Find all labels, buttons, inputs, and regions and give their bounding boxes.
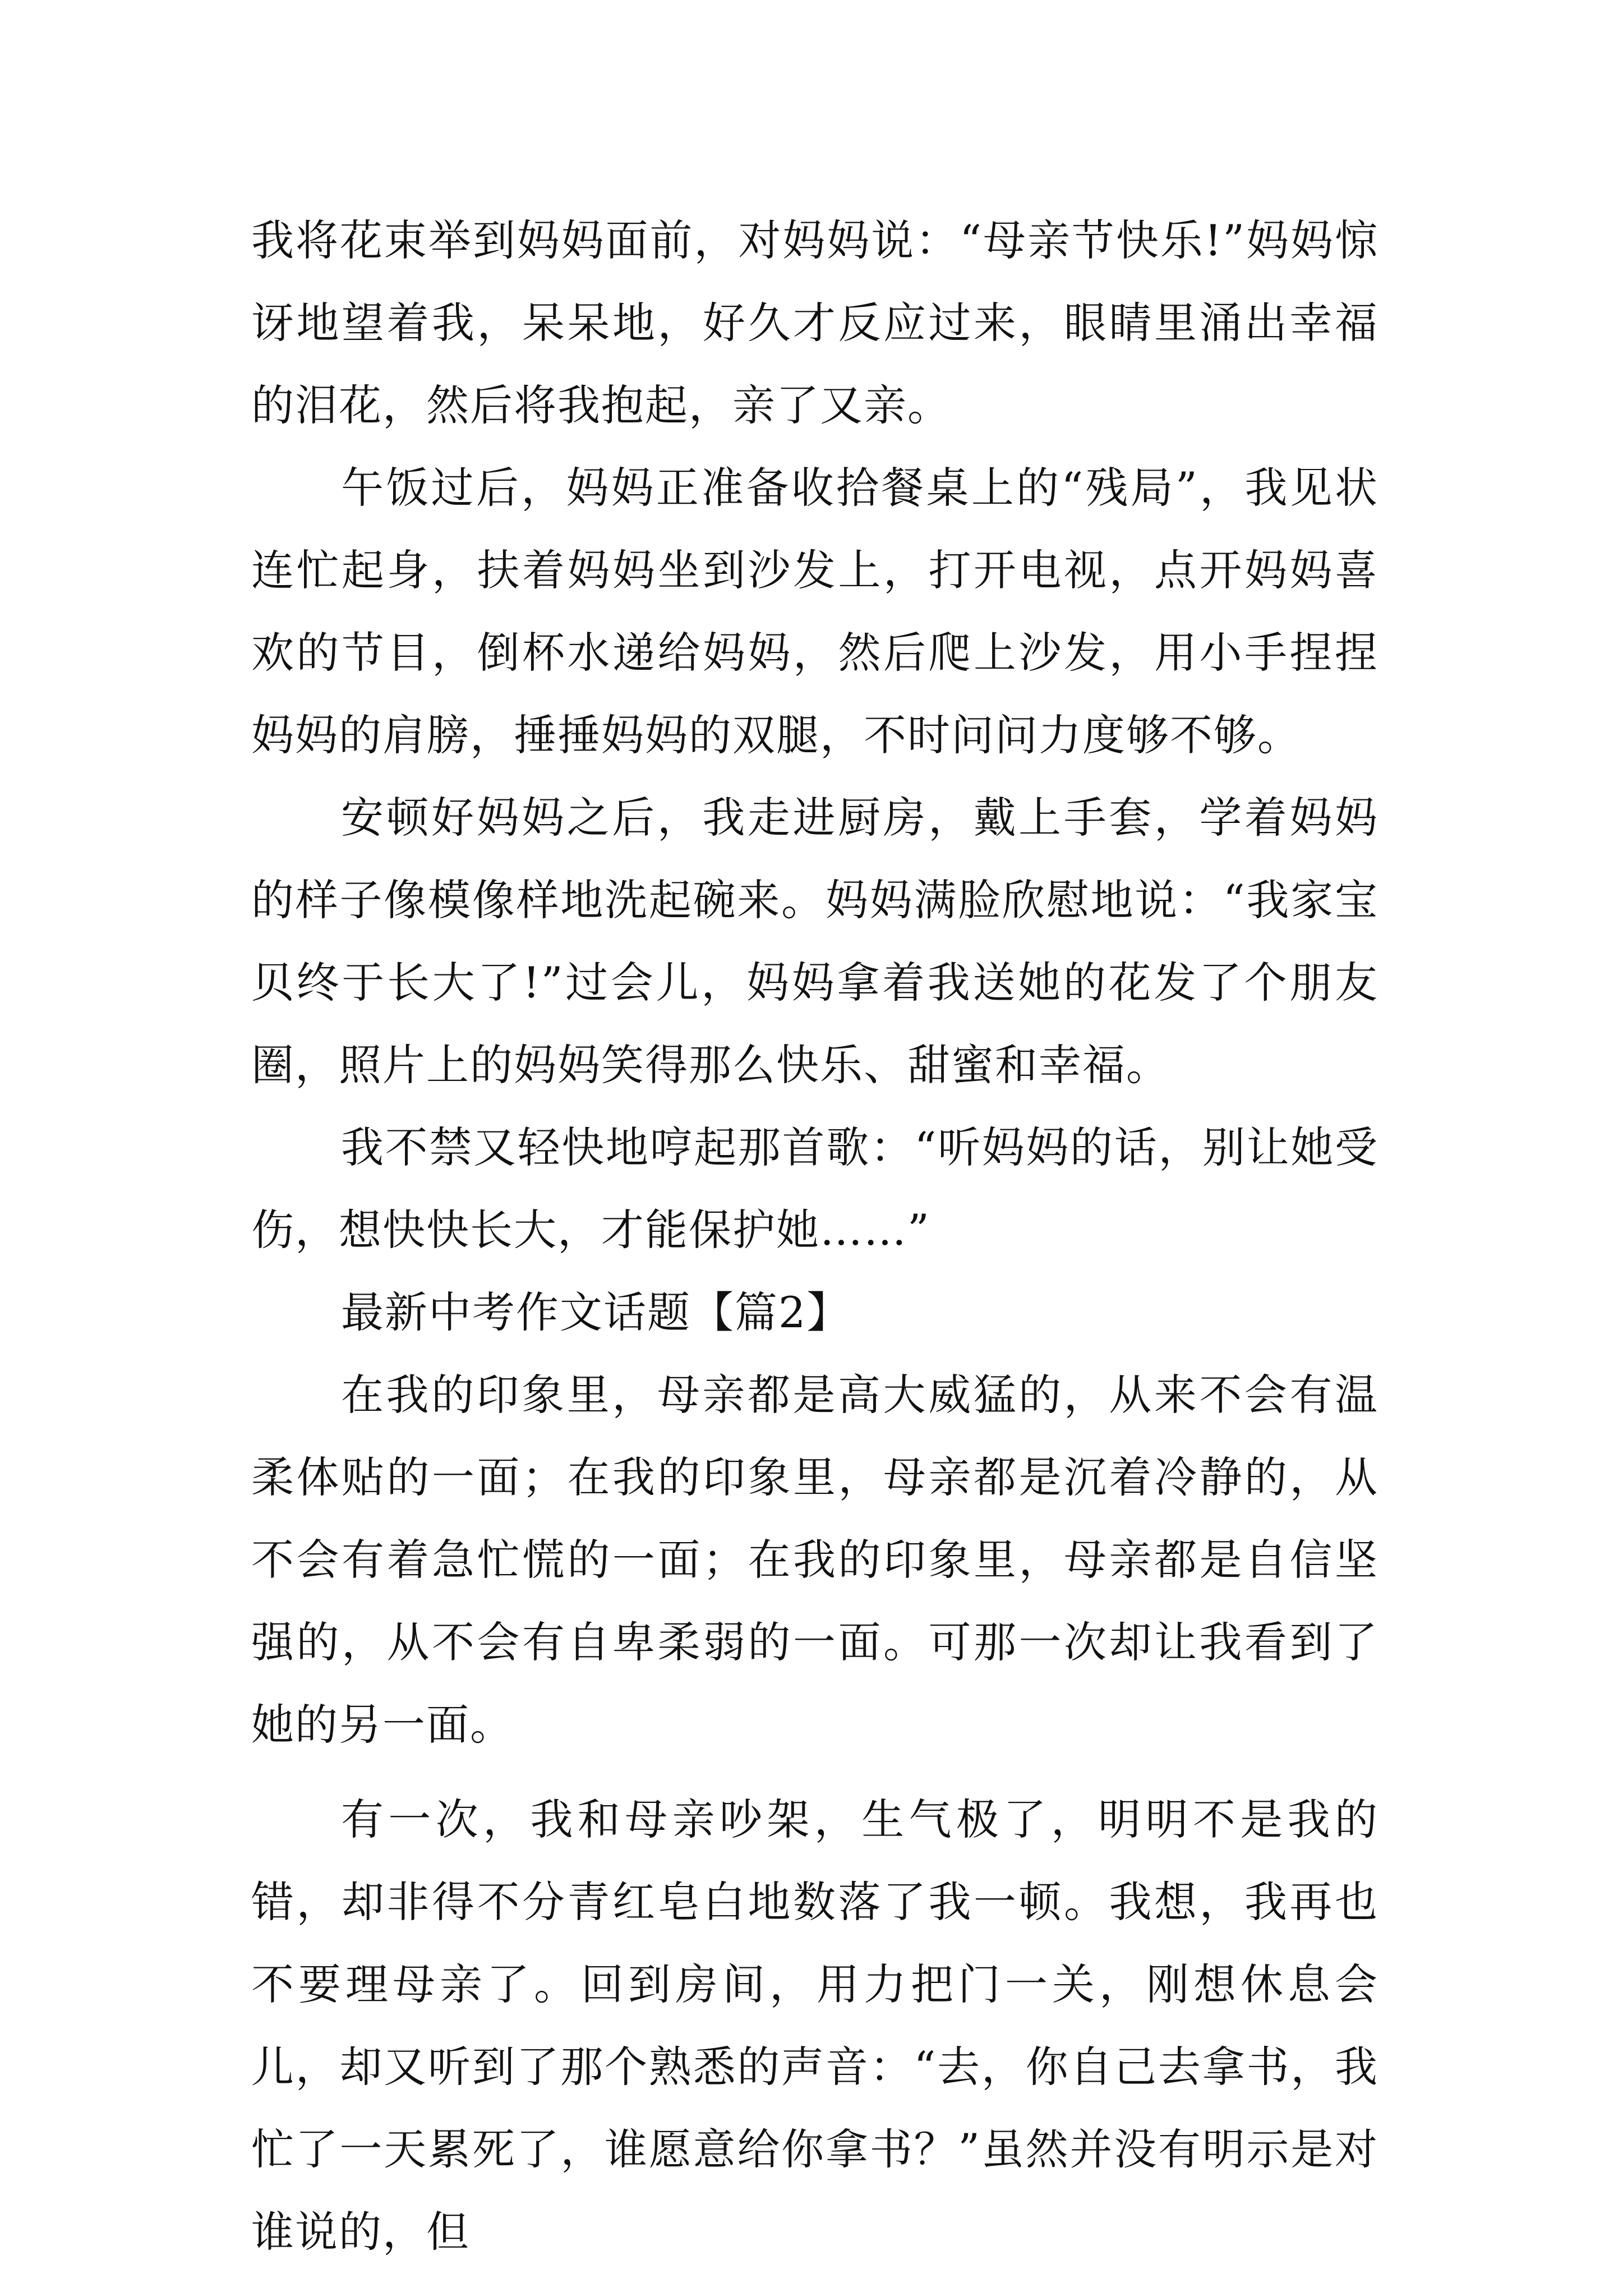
paragraph-4: 我不禁又轻快地哼起那首歌：“听妈妈的话，别让她受伤，想快快长大，才能保护她……” <box>251 1122 1378 1255</box>
paragraph-6: 有一次，我和母亲吵架，生气极了，明明不是我的错，却非得不分青红皂白地数落了我一顿。我想，我再也不要理母亲了。回到房间，用力把门一关，刚想休息会儿，却又听到了那个熟悉的声音：“去，你自己去拿书，我忙了一天累死了，谁愿意给你拿书？”虽然并没有明示是对谁说的，但 <box>251 1795 1378 2257</box>
paragraph-5: 在我的印象里，母亲都是高大威猛的，从来不会有温柔体贴的一面；在我的印象里，母亲都是沉着冷静的，从不会有着急忙慌的一面；在我的印象里，母亲都是自信坚强的，从不会有自卑柔弱的一面。可那一次却让我看到了她的另一面。 <box>251 1370 1378 1750</box>
paragraph-3: 安顿好妈妈之后，我走进厨房，戴上手套，学着妈妈的样子像模像样地洗起碗来。妈妈满脸欣慰地说：“我家宝贝终于长大了!”过会儿，妈妈拿着我送她的花发了个朋友圈，照片上的妈妈笑得那么快乐、甜蜜和幸福。 <box>251 793 1378 1090</box>
paragraph-1: 我将花束举到妈妈面前，对妈妈说：“母亲节快乐!”妈妈惊讶地望着我，呆呆地，好久才反应过来，眼睛里涌出幸福的泪花，然后将我抱起，亲了又亲。 <box>251 215 1378 430</box>
section-heading: 最新中考作文话题【篇2】 <box>341 1287 851 1337</box>
paragraph-2: 午饭过后，妈妈正准备收拾餐桌上的“残局”，我见状连忙起身，扶着妈妈坐到沙发上，打开电视，点开妈妈喜欢的节目，倒杯水递给妈妈，然后爬上沙发，用小手捏捏妈妈的肩膀，捶捶妈妈的双腿，不时问问力度够不够。 <box>251 463 1378 760</box>
document-body <box>251 199 1378 2273</box>
